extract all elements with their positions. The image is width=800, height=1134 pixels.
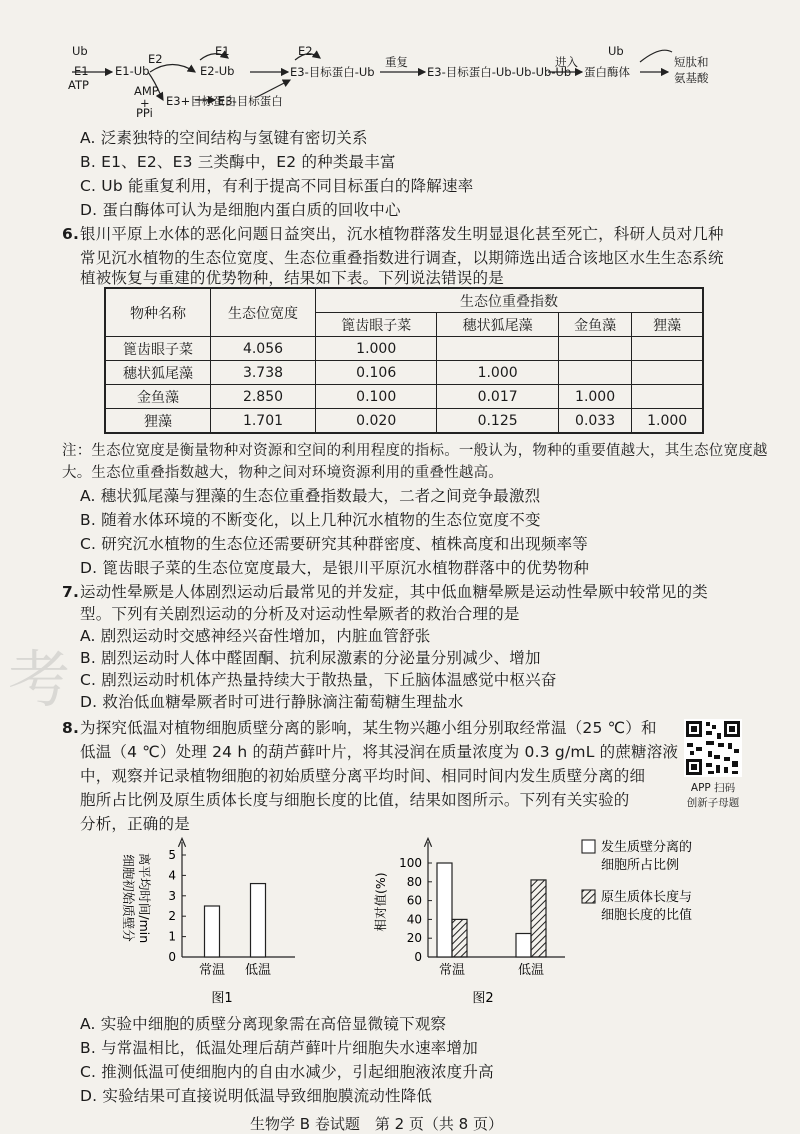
pathway-e2-top: E2 [298, 44, 313, 58]
fig1-y-tick-label: 2 [168, 909, 176, 924]
table-cell-overlap [632, 385, 703, 409]
pathway-product2: 氨基酸 [674, 71, 709, 85]
table-cell-overlap: 0.033 [558, 409, 632, 434]
table-cell-width: 3.738 [211, 361, 316, 385]
table-cell-overlap [558, 337, 632, 361]
fig2-y-tick-label: 100 [399, 856, 422, 870]
pathway-e2ub: E2-Ub [200, 64, 235, 78]
fig2-y-tick-label: 60 [406, 893, 422, 908]
q8-number: 8. [62, 719, 80, 737]
fig2-x-tick-label: 常温 [438, 963, 466, 978]
pathway-e3-complex: E3-目标蛋白-Ub [290, 65, 375, 79]
q5-option-d: D. 蛋白酶体可认为是细胞内蛋白质的回收中心 [80, 201, 401, 219]
fig2-y-tick-label: 0 [414, 950, 422, 964]
table-header-species: 物种名称 [105, 288, 211, 337]
qr-label-2: 创新子母题 [686, 797, 740, 809]
fig1-bar [205, 906, 220, 957]
q7-option-a: A. 剧烈运动时交感神经兴奋性增加，内脏血管舒张 [80, 627, 431, 645]
fig2-legend-label: 细胞所占比例 [601, 858, 680, 873]
q6-note-line2: 大。生态位重叠指数越大，物种之间对环境资源利用的重叠性越高。 [62, 465, 503, 481]
pathway-e2: E2 [148, 52, 163, 66]
fig2-legend-swatch [582, 890, 595, 903]
qr-label-1: APP 扫码 [690, 782, 736, 794]
pathway-e1-top: E1 [215, 44, 230, 58]
q7-number: 7. [62, 583, 80, 601]
fig2-y-tick-label: 20 [406, 931, 422, 946]
fig1-x-tick-label: 低温 [244, 963, 272, 978]
pathway-proteasome: 蛋白酶体 [584, 65, 630, 79]
pathway-ub-out: Ub [608, 44, 624, 58]
q5-option-c: C. Ub 能重复利用，有利于提高不同目标蛋白的降解速率 [80, 177, 474, 195]
table-header-width: 生态位宽度 [211, 288, 316, 337]
q8-option-c: C. 推测低温可使细胞内的自由水减少，引起细胞液浓度升高 [80, 1063, 494, 1081]
table-cell-overlap: 1.000 [316, 337, 437, 361]
table-cell-species: 篦齿眼子菜 [105, 337, 211, 361]
q5-option-a: A. 泛素独特的空间结构与氢键有密切关系 [80, 129, 368, 147]
pathway-e3-input: E3+目标蛋白 [166, 94, 237, 108]
table-cell-overlap [558, 361, 632, 385]
table-cell-overlap [632, 337, 703, 361]
q6-note-line1: 注：生态位宽度是衡量物种对资源和空间的利用程度的指标。一般认为，物种的重要值越大，其生态位宽度越 [62, 443, 768, 459]
pathway-e1ub: E1-Ub [115, 64, 150, 78]
fig1-x-tick-label: 常温 [198, 963, 226, 978]
table-cell-overlap: 0.020 [316, 409, 437, 434]
pathway-enter: 进入 [555, 55, 578, 69]
pathway-ub: Ub [72, 44, 88, 58]
fig2-legend-swatch [582, 840, 595, 853]
q8-option-b: B. 与常温相比，低温处理后葫芦藓叶片细胞失水速率增加 [80, 1039, 478, 1057]
q6-option-b: B. 随着水体环境的不断变化，以上几种沉水植物的生态位宽度不变 [80, 511, 541, 529]
pathway-repeat: 重复 [385, 55, 408, 69]
qr-code[interactable] [684, 719, 742, 777]
table-cell-overlap: 1.000 [632, 409, 703, 434]
q8-option-d: D. 实验结果可直接说明低温导致细胞膜流动性降低 [80, 1087, 433, 1105]
pathway-e3-chain: E3-目标蛋白-Ub-Ub-Ub-Ub [427, 65, 572, 79]
q7-option-c: C. 剧烈运动时机体产热量持续大于散热量，下丘脑体温感觉中枢兴奋 [80, 671, 557, 689]
table-cell-overlap: 0.125 [437, 409, 558, 434]
table-cell-species: 金鱼藻 [105, 385, 211, 409]
fig1-y-tick-label: 5 [168, 848, 176, 862]
q6-stem-line2: 常见沉水植物的生态位宽度、生态位重叠指数进行调查，以期筛选出适合该地区水生生态系统 [80, 249, 724, 267]
fig2-y-tick-label: 80 [406, 874, 422, 889]
page-footer: 生物学 B 卷试题 第 2 页（共 8 页） [250, 1115, 503, 1133]
table-cell-overlap [437, 337, 558, 361]
fig1-y-axis-label: 细胞初始质壁分 [121, 854, 136, 942]
fig2-y-axis-label: 相对值(%) [373, 872, 388, 932]
table-cell-overlap: 1.000 [437, 361, 558, 385]
table-subheader: 金鱼藻 [558, 313, 632, 337]
table-cell-overlap [632, 361, 703, 385]
q8-stem-line2: 低温（4 ℃）处理 24 h 的葫芦藓叶片，将其浸润在质量浓度为 0.3 g/mL 的蔗糖溶液 [80, 743, 679, 761]
fig2-bar [452, 919, 467, 957]
q7-option-d: D. 救治低血糖晕厥者时可进行静脉滴注葡萄糖生理盐水 [80, 693, 464, 711]
pathway-product: 短肽和 [674, 55, 709, 69]
fig2-bar [516, 934, 531, 958]
table-cell-overlap: 1.000 [558, 385, 632, 409]
table-cell-overlap: 0.100 [316, 385, 437, 409]
pathway-plus: + [140, 96, 150, 110]
table-row [105, 409, 703, 434]
q7-option-b: B. 剧烈运动时人体中醛固酮、抗利尿激素的分泌量分别减少、增加 [80, 649, 541, 667]
q8-stem-line5: 分析，正确的是 [80, 815, 190, 833]
q8-option-a: A. 实验中细胞的质壁分离现象需在高倍显微镜下观察 [80, 1015, 447, 1033]
fig1-y-tick-label: 0 [168, 950, 176, 964]
pathway-e3-target: E3-目标蛋白 [218, 94, 283, 108]
fig1-y-axis-label: 离平均时间/min [137, 852, 152, 944]
fig2-legend-label: 发生质壁分离的 [601, 840, 693, 855]
q8-stem-line4: 胞所占比例及原生质体长度与细胞长度的比值，结果如图所示。下列有关实验的 [80, 791, 630, 809]
table-row [105, 361, 703, 385]
fig2-bar [437, 863, 452, 957]
table-row [105, 337, 703, 361]
table-subheader: 篦齿眼子菜 [316, 313, 437, 337]
q8-figures [0, 830, 800, 1020]
watermark-text: 考 [8, 643, 71, 716]
fig2-y-tick-label: 40 [406, 912, 422, 927]
q7-stem-line1: 运动性晕厥是人体剧烈运动后最常见的并发症，其中低血糖晕厥是运动性晕厥中较常见的类 [80, 583, 709, 601]
pathway-ppi: PPi [136, 106, 153, 120]
pathway-amp: AMP [134, 84, 159, 98]
table-cell-width: 1.701 [211, 409, 316, 434]
q6-option-a: A. 穗状狐尾藻与狸藻的生态位重叠指数最大，二者之间竞争最激烈 [80, 487, 541, 505]
fig2-bar [531, 880, 546, 957]
pathway-atp: ATP [68, 78, 89, 92]
table-row [105, 385, 703, 409]
q7-stem-line2: 型。下列有关剧烈运动的分析及对运动性晕厥者的救治合理的是 [80, 605, 520, 623]
q5-option-b: B. E1、E2、E3 三类酶中，E2 的种类最丰富 [80, 153, 396, 171]
q6-option-c: C. 研究沉水植物的生态位还需要研究其种群密度、植株高度和出现频率等 [80, 535, 588, 553]
niche-table [104, 287, 704, 434]
q8-stem-line3: 中，观察并记录植物细胞的初始质壁分离平均时间、相同时间内发生质壁分离的细 [80, 767, 646, 785]
table-cell-width: 4.056 [211, 337, 316, 361]
q8-stem-line1: 为探究低温对植物细胞质壁分离的影响，某生物兴趣小组分别取经常温（25 ℃）和 [80, 719, 657, 737]
table-cell-overlap: 0.017 [437, 385, 558, 409]
q6-stem-line1: 银川平原上水体的恶化问题日益突出，沉水植物群落发生明显退化甚至死亡，科研人员对几种 [80, 225, 724, 243]
table-header-overlap: 生态位重叠指数 [316, 288, 704, 313]
fig1-bar [251, 884, 266, 957]
fig1-y-tick-label: 4 [168, 868, 176, 883]
table-header-row [105, 288, 703, 313]
fig1-y-tick-label: 1 [168, 929, 176, 944]
table-cell-width: 2.850 [211, 385, 316, 409]
table-cell-species: 狸藻 [105, 409, 211, 434]
q6-option-d: D. 篦齿眼子菜的生态位宽度最大，是银川平原沉水植物群落中的优势物种 [80, 559, 590, 577]
ubiquitin-pathway-diagram [0, 0, 800, 120]
pathway-e1: E1 [74, 64, 89, 78]
q6-stem-line3: 植被恢复与重建的优势物种，结果如下表。下列说法错误的是 [80, 269, 504, 287]
table-cell-species: 穗状狐尾藻 [105, 361, 211, 385]
qr-code-image [684, 719, 742, 777]
fig2-x-tick-label: 低温 [517, 963, 545, 978]
table-subheader: 穗状狐尾藻 [437, 313, 558, 337]
q6-number: 6. [62, 225, 80, 243]
fig2-title: 图2 [472, 991, 494, 1006]
fig1-y-tick-label: 3 [168, 888, 176, 903]
fig2-legend-label: 原生质体长度与 [601, 890, 693, 905]
fig1-title: 图1 [211, 991, 233, 1006]
table-cell-overlap: 0.106 [316, 361, 437, 385]
table-subheader: 狸藻 [632, 313, 703, 337]
fig2-legend-label: 细胞长度的比值 [601, 908, 693, 923]
